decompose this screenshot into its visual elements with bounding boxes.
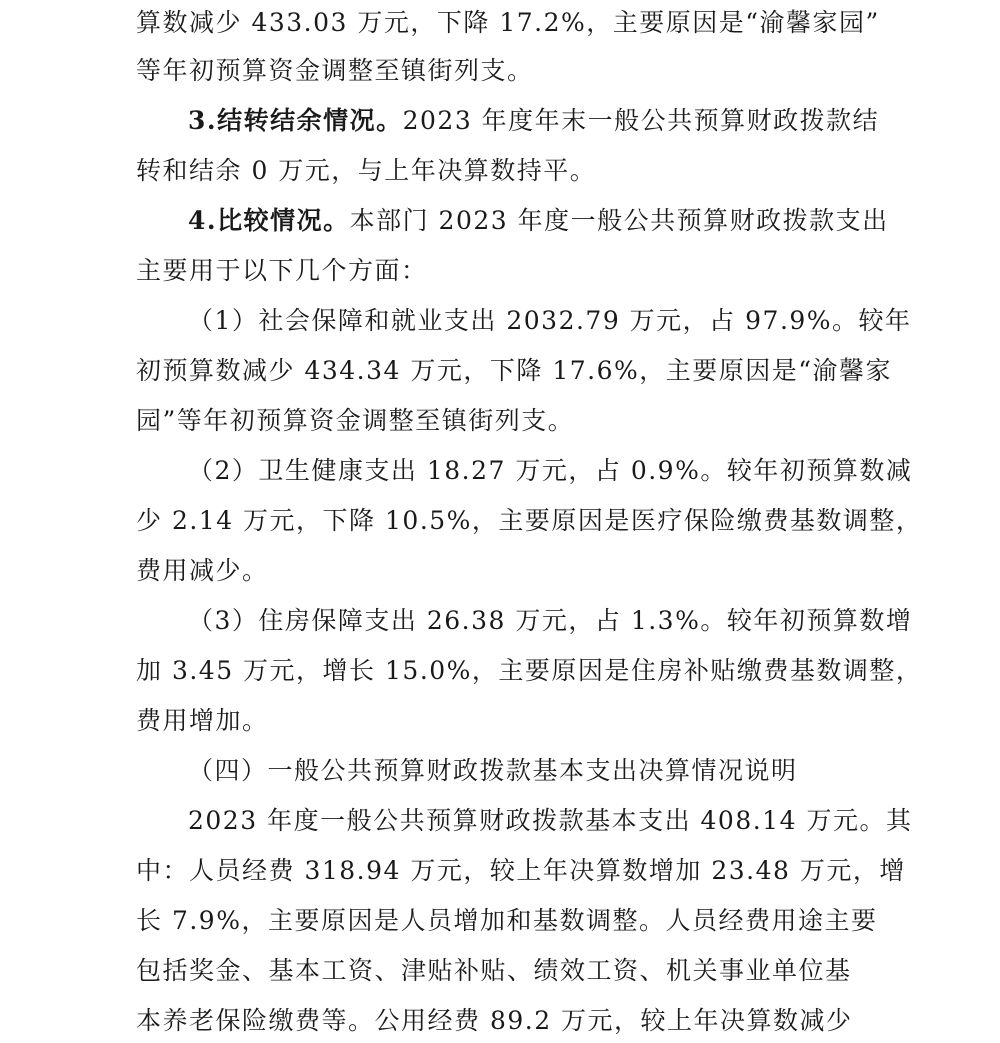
paragraph-line: 加 3.45 万元，增长 15.0%，主要原因是住房补贴缴费基数调整， [136, 656, 923, 685]
paragraph-text: 本部门 2023 年度一般公共预算财政拨款支出 [349, 206, 889, 235]
paragraph-line: （3）住房保障支出 26.38 万元，占 1.3%。较年初预算数增 [188, 606, 913, 635]
paragraph-line: 初预算数减少 434.34 万元，下降 17.6%，主要原因是“渝馨家 [136, 356, 893, 385]
paragraph-line: 中：人员经费 318.94 万元，较上年决算数增加 23.48 万元，增 [136, 856, 906, 885]
paragraph-line: 本养老保险缴费等。公用经费 89.2 万元，较上年决算数减少 [136, 1006, 853, 1035]
paragraph-text: 2023 年度年末一般公共预算财政拨款结 [402, 106, 880, 135]
section-heading: （四）一般公共预算财政拨款基本支出决算情况说明 [188, 756, 798, 785]
paragraph-line: 算数减少 433.03 万元，下降 17.2%，主要原因是“渝馨家园” [136, 8, 880, 37]
paragraph-line: （2）卫生健康支出 18.27 万元，占 0.9%。较年初预算数减 [188, 456, 913, 485]
paragraph-line: 少 2.14 万元，下降 10.5%，主要原因是医疗保险缴费基数调整， [136, 506, 923, 535]
paragraph-line: （1）社会保障和就业支出 2032.79 万元，占 97.9%。较年 [188, 306, 912, 335]
paragraph-line: 费用增加。 [136, 706, 269, 735]
paragraph-line: 等年初预算资金调整至镇街列支。 [136, 56, 534, 85]
section-label: 4.比较情况。 [188, 206, 350, 235]
paragraph-line: 园”等年初预算资金调整至镇街列支。 [136, 406, 575, 435]
section-label: 3.结转结余情况。 [188, 106, 403, 135]
paragraph-line: 转和结余 0 万元，与上年决算数持平。 [136, 156, 597, 185]
paragraph-line: 包括奖金、基本工资、津贴补贴、绩效工资、机关事业单位基 [136, 956, 852, 985]
paragraph-line: 费用减少。 [136, 556, 269, 585]
paragraph-line: 主要用于以下几个方面： [136, 256, 428, 285]
paragraph-line: 2023 年度一般公共预算财政拨款基本支出 408.14 万元。其 [188, 806, 913, 835]
section-carryover [188, 101, 880, 141]
paragraph-line: 长 7.9%，主要原因是人员增加和基数调整。人员经费用途主要 [136, 906, 878, 935]
section-comparison [188, 201, 889, 241]
